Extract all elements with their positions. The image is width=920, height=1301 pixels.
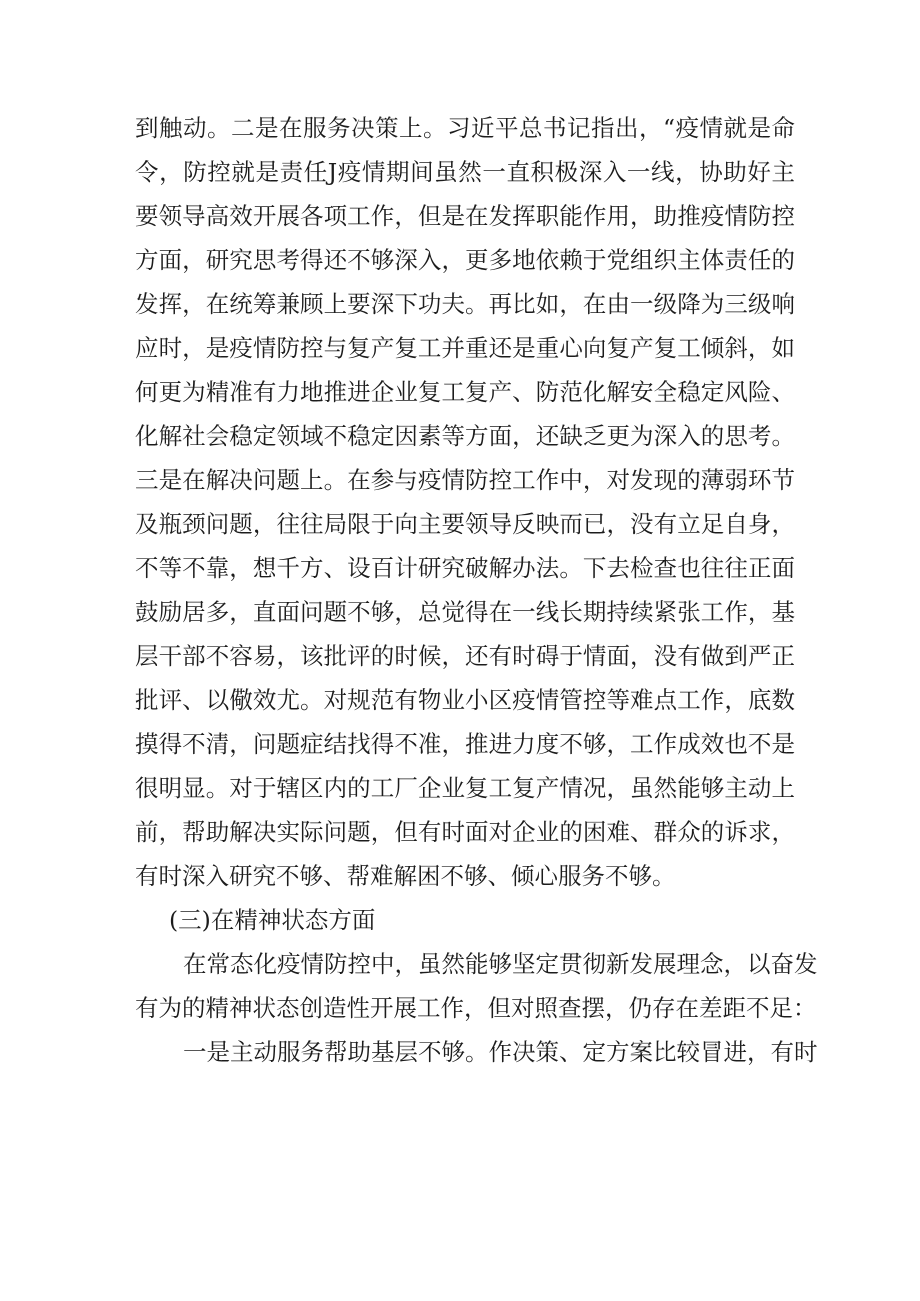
paragraph-line: 及瓶颈问题，往往局限于向主要领导反映而已，没有立足自身， <box>135 510 795 538</box>
paragraph-line: 鼓励居多，直面问题不够，总觉得在一线长期持续紧张工作，基 <box>135 598 795 626</box>
paragraph-line: 方面，研究思考得还不够深入，更多地依赖于党组织主体责任的 <box>135 246 795 274</box>
paragraph-line: 三是在解决问题上。在参与疫情防控工作中，对发现的薄弱环节 <box>135 466 795 494</box>
paragraph-line: 很明显。对于辖区内的工厂企业复工复产情况，虽然能够主动上 <box>135 774 795 802</box>
paragraph-line: 何更为精准有力地推进企业复工复产、防范化解安全稳定风险、 <box>135 378 795 406</box>
paragraph-line: 应时，是疫情防控与复产复工并重还是重心向复产复工倾斜，如 <box>135 334 795 362</box>
paragraph-line: 有时深入研究不够、帮难解困不够、倾心服务不够。 <box>135 862 676 890</box>
document-body <box>135 106 818 1074</box>
paragraph-line: 有为的精神状态创造性开展工作，但对照查摆，仍存在差距不足： <box>135 994 817 1022</box>
paragraph-line: 化解社会稳定领域不稳定因素等方面，还缺乏更为深入的思考。 <box>135 422 795 450</box>
paragraph-line: 一是主动服务帮助基层不够。作决策、定方案比较冒进，有时 <box>183 1038 818 1066</box>
paragraph-line: 层干部不容易，该批评的时候，还有时碍于情面，没有做到严正 <box>135 642 795 670</box>
paragraph-line: 在常态化疫情防控中，虽然能够坚定贯彻新发展理念，以奋发 <box>183 950 818 978</box>
section-heading: (三)在精神状态方面 <box>169 906 376 934</box>
paragraph-line: 摸得不清，问题症结找得不准，推进力度不够，工作成效也不是 <box>135 730 795 758</box>
paragraph-line: 发挥，在统筹兼顾上要深下功夫。再比如，在由一级降为三级响 <box>135 290 795 318</box>
paragraph-line: 批评、以儆效尤。对规范有物业小区疫情管控等难点工作，底数 <box>135 686 795 714</box>
paragraph-line: 要领导高效开展各项工作，但是在发挥职能作用，助推疫情防控 <box>135 202 795 230</box>
paragraph-line: 前，帮助解决实际问题，但有时面对企业的困难、群众的诉求， <box>135 818 795 846</box>
paragraph-line: 令，防控就是责任J疫情期间虽然一直积极深入一线，协助好主 <box>135 158 795 186</box>
paragraph-line: 不等不靠，想千方、设百计研究破解办法。下去检查也往往正面 <box>135 554 795 582</box>
paragraph-line: 到触动。二是在服务决策上。习近平总书记指出，“疫情就是命 <box>135 114 795 142</box>
